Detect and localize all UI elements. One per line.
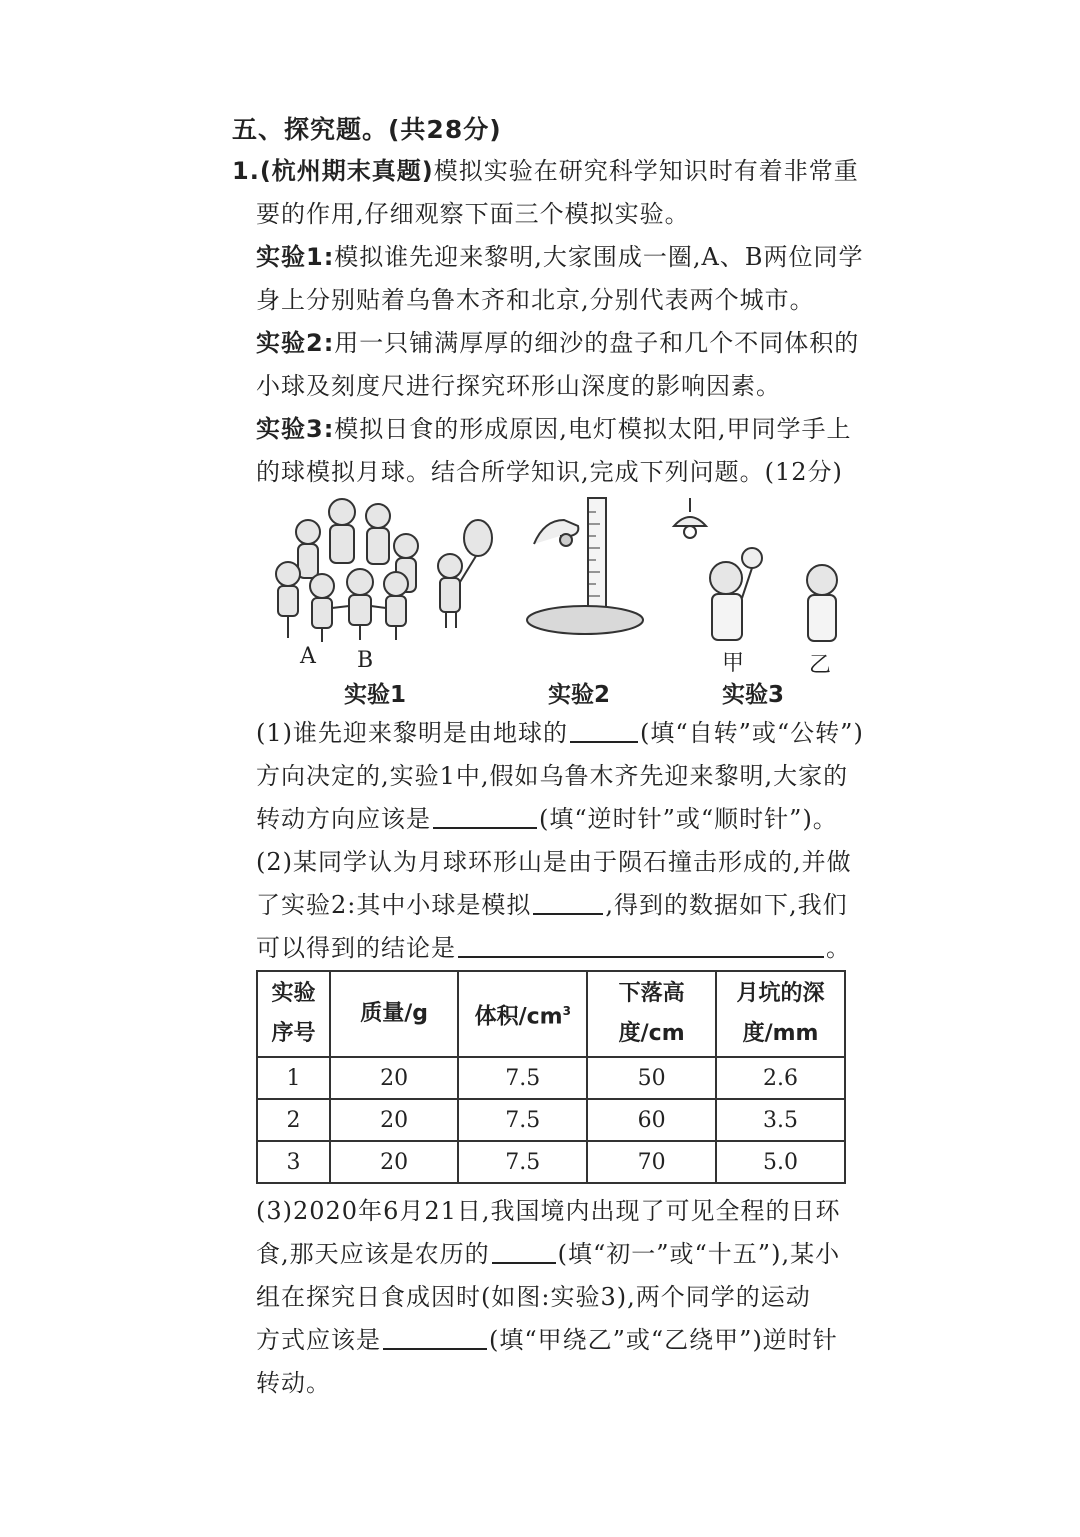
- answer-blank-4[interactable]: [458, 932, 824, 958]
- part1-text-1b: (填“自转”或“公转”): [640, 719, 864, 747]
- part2-text-3b: 。: [826, 934, 851, 962]
- part2-line-3: [256, 931, 851, 965]
- exp3-line-1: [256, 412, 852, 446]
- answer-blank-5[interactable]: [492, 1238, 556, 1264]
- table-cell: 3.5: [716, 1099, 845, 1141]
- exp1-label: 实验1:: [256, 243, 335, 271]
- exp3-text-1: 模拟日食的形成原因,电灯模拟太阳,甲同学手上: [334, 415, 852, 443]
- part1-line-1: [256, 716, 864, 750]
- question-line-1: [232, 154, 859, 188]
- table-cell: 7.5: [458, 1099, 587, 1141]
- table-cell: 7.5: [458, 1141, 587, 1183]
- exp2-text-2: 小球及刻度尺进行探究环形山深度的影响因素。: [256, 372, 781, 400]
- table-cell: 20: [330, 1099, 458, 1141]
- caption-experiment-1: 实验1: [344, 682, 407, 708]
- caption-experiment-3: 实验3: [722, 682, 785, 708]
- data-table: [256, 970, 846, 1184]
- part3-line-1: (3)2020年6月21日,我国境内出现了可见全程的日环: [256, 1197, 841, 1225]
- table-cell: 7.5: [458, 1057, 587, 1099]
- header-volume: 体积$/cm^3$: [458, 971, 587, 1057]
- exp2-label: 实验2:: [256, 329, 335, 357]
- label-yi: 乙: [809, 653, 832, 678]
- question-intro-1: 模拟实验在研究科学知识时有着非常重: [433, 157, 859, 185]
- exp2-line-1: [256, 326, 859, 360]
- table-cell: 2.6: [716, 1057, 845, 1099]
- table-row: [257, 1057, 845, 1099]
- answer-blank-2[interactable]: [433, 803, 537, 829]
- answer-blank-1[interactable]: [570, 717, 638, 743]
- table-cell: 1: [257, 1057, 330, 1099]
- table-cell: 2: [257, 1099, 330, 1141]
- table-cell: 60: [587, 1099, 716, 1141]
- answer-blank-3[interactable]: [533, 889, 603, 915]
- question-source: (杭州期末真题): [259, 157, 434, 185]
- part3-line-3: 组在探究日食成因时(如图:实验3),两个同学的运动: [256, 1283, 811, 1311]
- part1-line-2: 方向决定的,实验1中,假如乌鲁木齐先迎来黎明,大家的: [256, 762, 849, 790]
- exp1-line-1: [256, 240, 864, 274]
- exp2-text-1: 用一只铺满厚厚的细沙的盘子和几个不同体积的: [334, 329, 860, 357]
- exp1-text-1: 模拟谁先迎来黎明,大家围成一圈,A、B两位同学: [334, 243, 864, 271]
- part2-text-2b: ,得到的数据如下,我们: [605, 891, 848, 919]
- header-mass: 质量/g: [330, 971, 458, 1057]
- part1-text-3b: (填“逆时针”或“顺时针”)。: [539, 805, 838, 833]
- part1-line-3: [256, 802, 838, 836]
- header-trial-number: 实验 序号: [257, 971, 330, 1057]
- part3-text-4a: 方式应该是: [256, 1326, 381, 1354]
- table-cell: 3: [257, 1141, 330, 1183]
- label-jia: 甲: [722, 651, 745, 676]
- part2-text-2a: 了实验2:其中小球是模拟: [256, 891, 532, 919]
- part2-text-3a: 可以得到的结论是: [256, 934, 456, 962]
- experiment-1-illustration: [260, 490, 500, 660]
- table-header-row: [257, 971, 845, 1057]
- table-row: [257, 1141, 845, 1183]
- question-number: 1.: [232, 157, 260, 185]
- table-cell: 50: [587, 1057, 716, 1099]
- part2-line-2: [256, 888, 848, 922]
- part3-line-2: [256, 1237, 840, 1271]
- experiment-2-illustration: [520, 492, 650, 642]
- label-a: A: [300, 644, 316, 669]
- exp3-text-2: 的球模拟月球。结合所学知识,完成下列问题。(12分): [256, 458, 843, 486]
- part3-line-4: [256, 1323, 838, 1357]
- question-intro-2: 要的作用,仔细观察下面三个模拟实验。: [256, 200, 690, 228]
- section-title: 五、探究题。(共28分): [232, 115, 502, 144]
- part2-line-1: (2)某同学认为月球环形山是由于陨石撞击形成的,并做: [256, 848, 852, 876]
- exp1-text-2: 身上分别贴着乌鲁木齐和北京,分别代表两个城市。: [256, 286, 815, 314]
- table-cell: 70: [587, 1141, 716, 1183]
- answer-blank-6[interactable]: [383, 1324, 487, 1350]
- table-row: [257, 1099, 845, 1141]
- table-cell: 20: [330, 1057, 458, 1099]
- label-b: B: [357, 648, 374, 673]
- part3-line-5: 转动。: [256, 1369, 331, 1397]
- caption-experiment-2: 实验2: [548, 682, 611, 708]
- header-drop-height: 下落高 度/cm: [587, 971, 716, 1057]
- experiment-3-illustration: [660, 494, 850, 654]
- part3-text-2a: 食,那天应该是农历的: [256, 1240, 490, 1268]
- exp3-label: 实验3:: [256, 415, 335, 443]
- part1-text-1a: (1)谁先迎来黎明是由地球的: [256, 719, 568, 747]
- table-cell: 5.0: [716, 1141, 845, 1183]
- header-crater-depth: 月坑的深 度/mm: [716, 971, 845, 1057]
- part1-text-3a: 转动方向应该是: [256, 805, 431, 833]
- table-cell: 20: [330, 1141, 458, 1183]
- part3-text-2b: (填“初一”或“十五”),某小: [557, 1240, 841, 1268]
- part3-text-4b: (填“甲绕乙”或“乙绕甲”)逆时针: [489, 1326, 838, 1354]
